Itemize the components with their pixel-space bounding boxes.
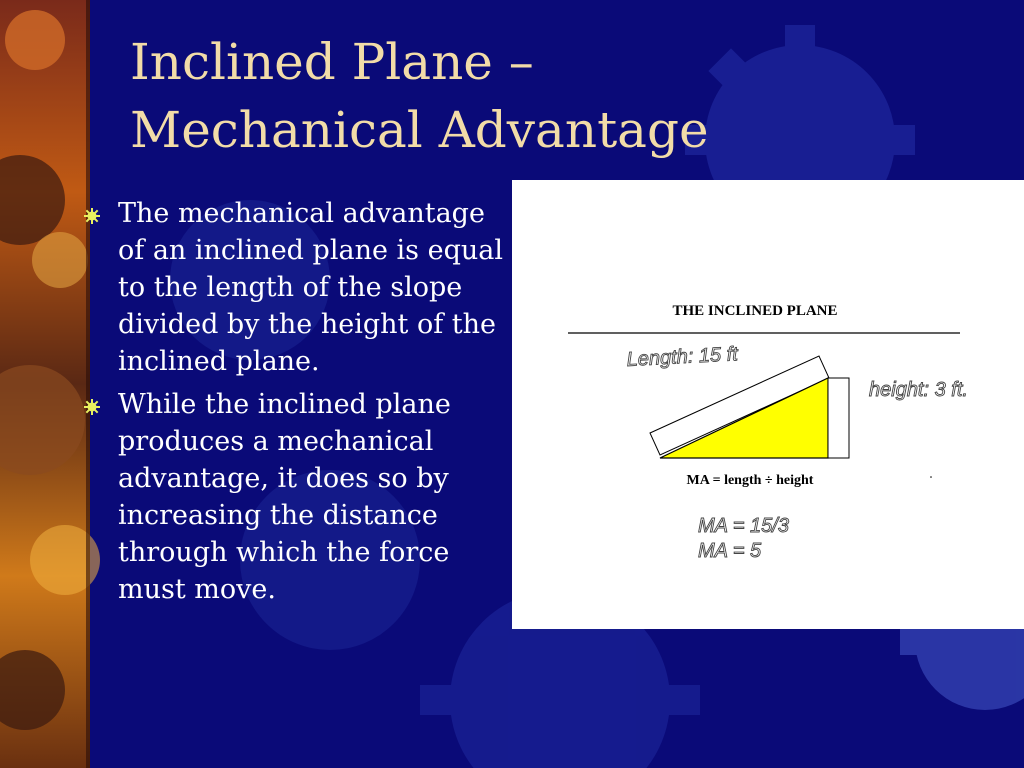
bullet-text: While the inclined plane produces a mechanical advantage, it does so by increasing the distance through which the force must move. [118,389,451,605]
slide-title [130,28,990,164]
ma-calculation-line-2: MA = 5 [698,540,762,562]
figure-title: THE INCLINED PLANE [672,303,838,319]
bullet-text: The mechanical advantage of an inclined plane is equal to the length of the slope divided by the height of the inclined plane. [118,198,503,377]
slide-title-line-1: Inclined Plane – [130,33,534,91]
length-label: Length: 15 ft [626,343,739,371]
height-bar [828,378,849,458]
height-label: height: 3 ft. [869,379,968,401]
bullet-list [84,195,504,614]
bullet-item [84,195,504,380]
starburst-bullet-icon [84,399,100,415]
slide-title-line-2: Mechanical Advantage [130,101,709,159]
bullet-item [84,386,504,608]
ma-calculation-line-1: MA = 15/3 [698,515,789,537]
ma-formula: MA = length ÷ height [686,473,814,488]
inclined-plane-figure [512,180,1024,629]
stray-dot [930,476,932,478]
starburst-bullet-icon [84,208,100,224]
